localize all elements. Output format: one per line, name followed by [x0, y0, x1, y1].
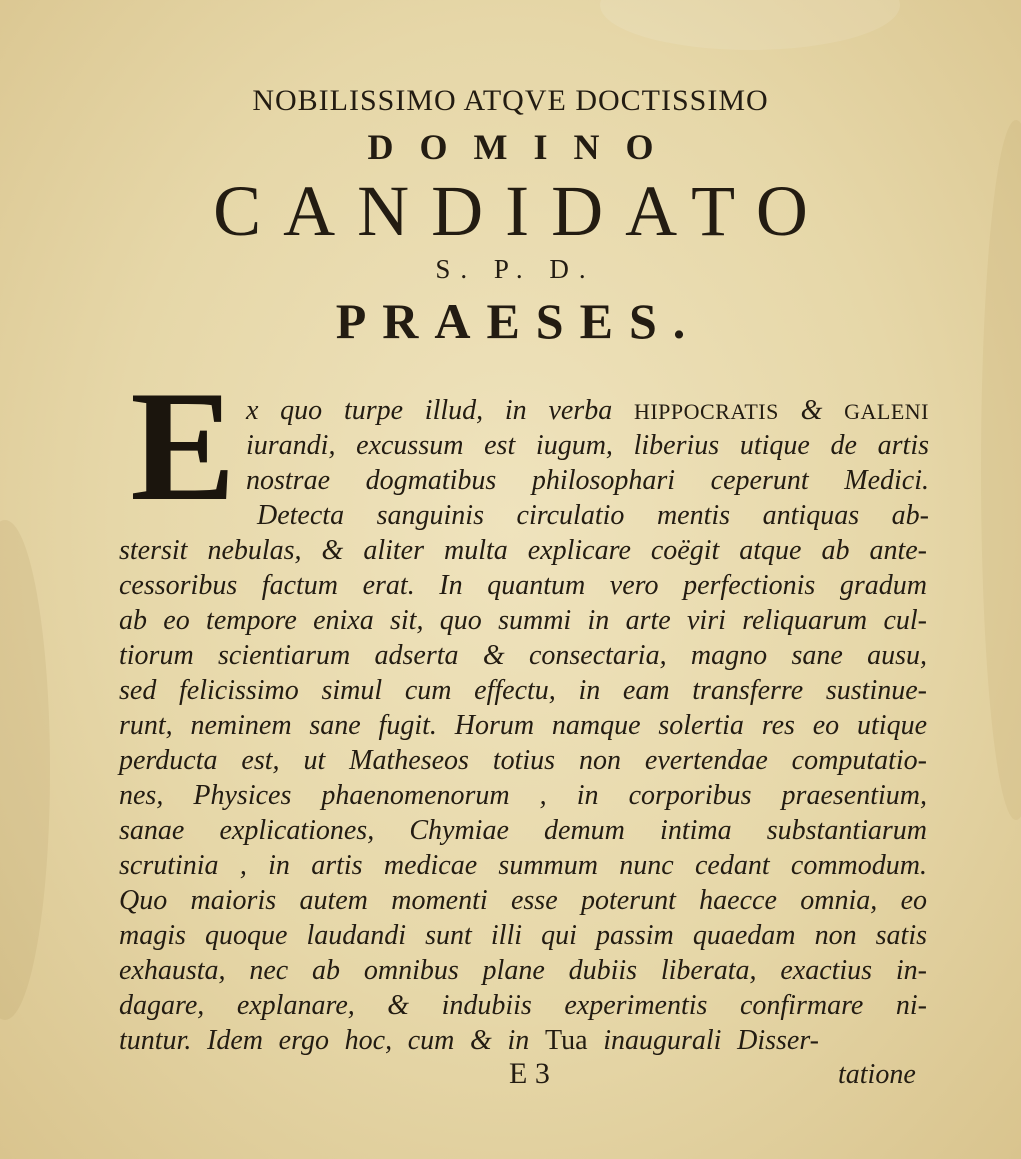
text-line: sed felicissimo simul cum effectu, in eam transferre sustinue-	[119, 675, 927, 706]
catchword: tatione	[838, 1059, 916, 1090]
text-line: stersit nebulas, & aliter multa explicare coëgit atque ab ante-	[119, 535, 927, 566]
author-name-galeni: GALENI	[844, 399, 929, 424]
text-line: exhausta, nec ab omnibus plane dubiis liberata, exactius in-	[119, 955, 927, 986]
signature-mark: E 3	[509, 1057, 550, 1090]
text-line: perducta est, ut Matheseos totius non evertendae computatio-	[119, 745, 927, 776]
text-line: sanae explicationes, Chymiae demum intima substantiarum	[119, 815, 927, 846]
text-line	[119, 1024, 819, 1058]
paper-stain	[0, 520, 50, 1020]
text-line: Quo maioris autem momenti esse poterunt haecce omnia, eo	[119, 885, 927, 916]
text-fragment: inaugurali Disser-	[587, 1025, 819, 1056]
dedication-domino: DOMINO	[367, 127, 680, 167]
text-line: runt, neminem sane fugit. Horum namque solertia res eo utique	[119, 710, 927, 741]
text-line: ab eo tempore enixa sit, quo summi in arte viri reliquarum cul-	[119, 605, 927, 636]
text-fragment: x quo turpe illud, in verba	[246, 395, 634, 426]
text-fragment: &	[778, 395, 845, 426]
text-line: nostrae dogmatibus philosophari ceperunt Medici.	[246, 465, 929, 496]
dedication-praeses: PRAESES.	[335, 293, 702, 349]
text-line	[246, 394, 929, 428]
paper-stain	[600, 0, 900, 50]
dedication-candidato: CANDIDATO	[213, 171, 830, 251]
dedication-line: NOBILISSIMO ATQVE DOCTISSIMO	[252, 84, 769, 117]
text-line: tiorum scientiarum adserta & consectaria, magno sane ausu,	[119, 640, 927, 671]
dedication-spd: S. P. D.	[435, 254, 596, 284]
author-name-hippocrates: HIPPOCRATIS	[633, 399, 779, 424]
text-fragment: tuntur. Idem ergo hoc, cum & in	[119, 1025, 545, 1056]
text-line: Detecta sanguinis circulatio mentis antiquas ab-	[257, 500, 929, 531]
text-line: iurandi, excussum est iugum, liberius utique de artis	[246, 430, 929, 461]
text-line: magis quoque laudandi sunt illi qui passim quaedam non satis	[119, 920, 927, 951]
text-line: cessoribus factum erat. In quantum vero perfectionis gradum	[119, 570, 927, 601]
text-line: dagare, explanare, & indubiis experimentis confirmare ni-	[119, 990, 927, 1021]
text-line: nes, Physices phaenomenorum , in corporibus praesentium,	[119, 780, 927, 811]
drop-cap: E	[130, 359, 236, 534]
text-fragment-tua: Tua	[544, 1025, 588, 1056]
text-line: scrutinia , in artis medicae summum nunc cedant commodum.	[119, 850, 927, 881]
